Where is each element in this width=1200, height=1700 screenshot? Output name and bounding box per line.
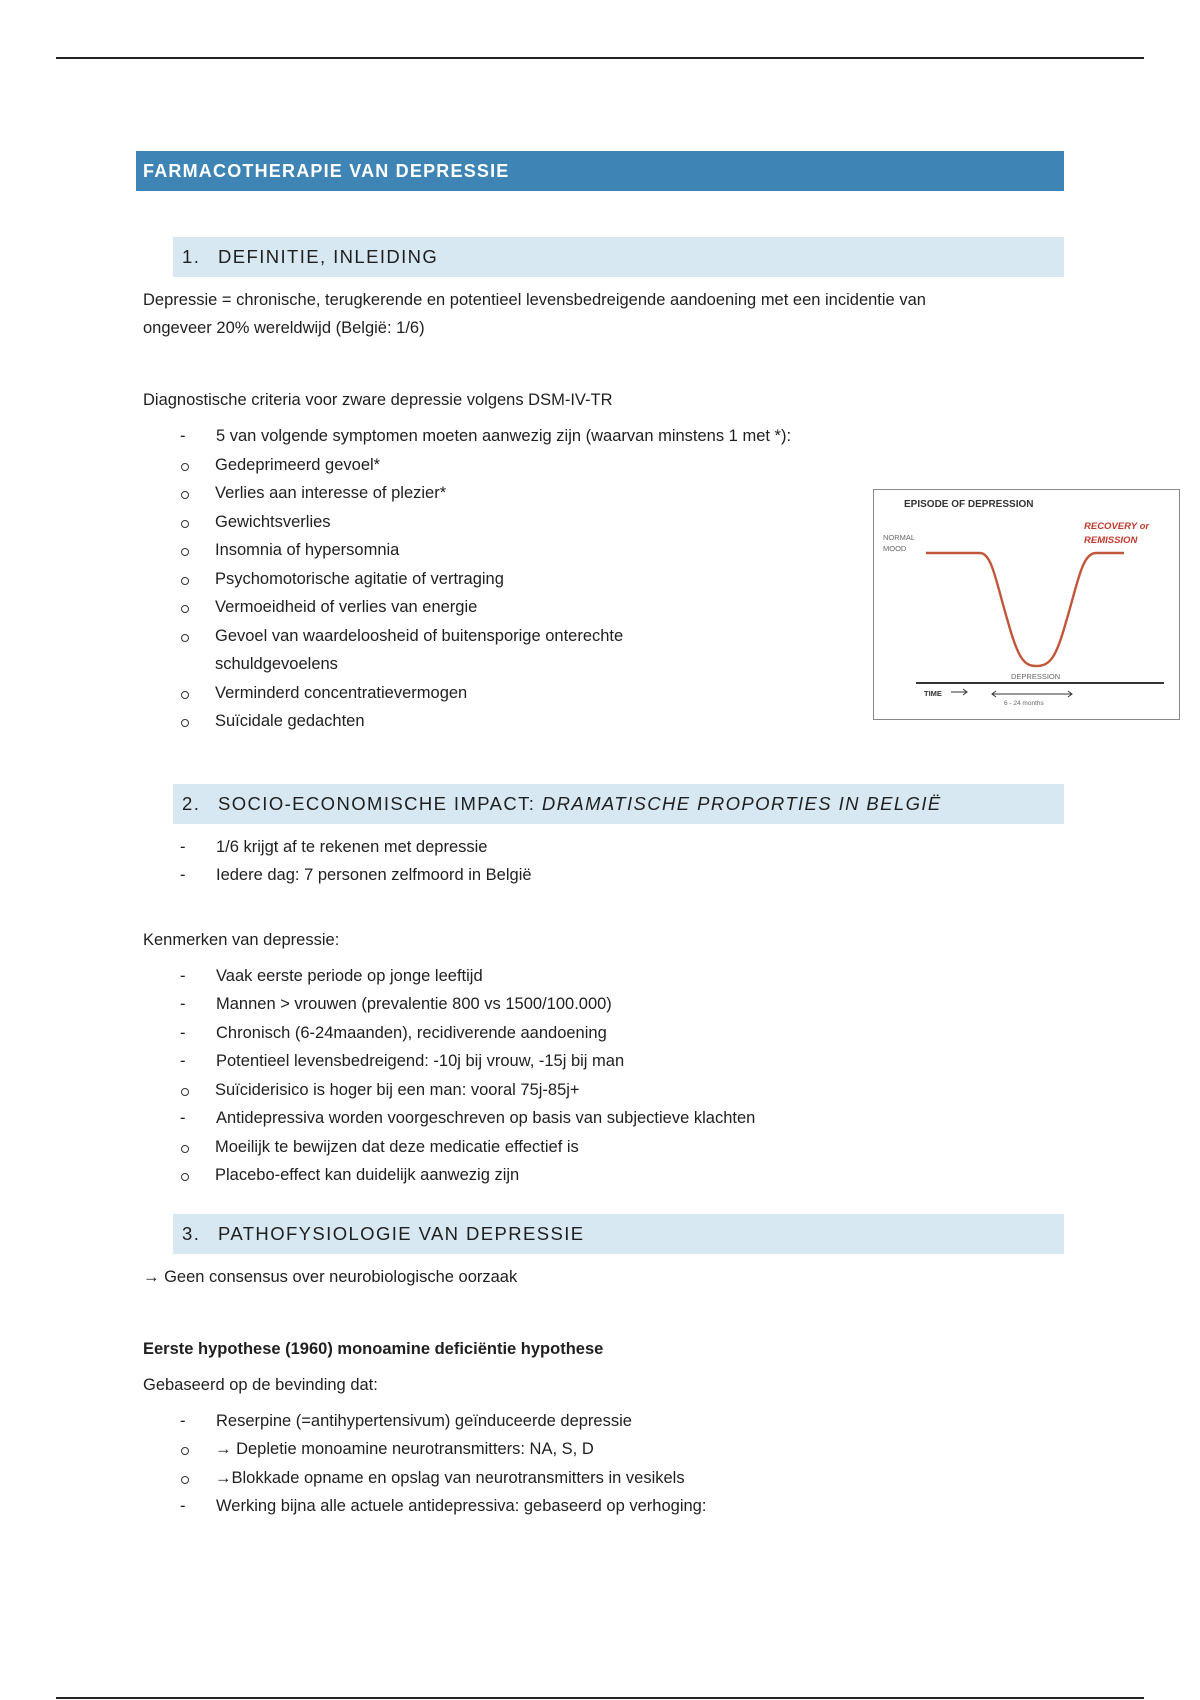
sub-list	[216, 1133, 1064, 1190]
section-3-heading	[173, 1214, 1064, 1254]
list-item	[143, 1047, 1064, 1104]
recovery-label-1: RECOVERY or	[1084, 521, 1150, 532]
based-on-line: Gebaseerd op de bevinding dat:	[143, 1375, 378, 1394]
kenmerken-list	[143, 962, 1064, 1190]
list-item: - Iedere dag: 7 personen zelfmoord in België	[143, 861, 1064, 890]
section-1-title: DEFINITIE, INLEIDING	[218, 246, 439, 267]
list-item: Gedeprimeerd gevoel*	[143, 451, 1064, 480]
header-rule	[56, 57, 1144, 59]
section-2-heading	[173, 784, 1064, 824]
time-label: TIME	[924, 689, 942, 698]
time-arrow-icon	[951, 689, 967, 695]
sub-list	[216, 1435, 1064, 1492]
section-3-number: 3.	[182, 1222, 201, 1244]
symptom-line-b: schuldgevoelens	[215, 655, 338, 673]
list-item: Moeilijk te bewijzen dat deze medicatie effectief is	[143, 1133, 1064, 1162]
criteria-intro: 5 van volgende symptomen moeten aanwezig zijn (waarvan minstens 1 met *):	[216, 427, 792, 445]
list-item: Insomnia of hypersomnia	[143, 536, 1064, 565]
symptom-line-a: Gevoel van waardeloosheid of buitensporige onterechte	[215, 626, 624, 645]
list-item-text: Antidepressiva worden voorgeschreven op basis van subjectieve klachten	[216, 1109, 756, 1127]
depression-episode-figure	[873, 489, 1180, 720]
section-1-heading	[173, 237, 1064, 277]
mood-curve	[926, 553, 1124, 666]
list-item: Verlies aan interesse of plezier*	[143, 479, 1064, 508]
sub-list	[216, 1076, 1064, 1105]
list-item: → Depletie monoamine neurotransmitters: NA, S, D	[143, 1435, 1064, 1464]
section-3-title: PATHOFYSIOLOGIE VAN DEPRESSIE	[218, 1222, 585, 1244]
kenmerken-title: Kenmerken van depressie:	[143, 930, 340, 949]
section-1-number: 1.	[182, 246, 201, 267]
consensus-line: → Geen consensus over neurobiologische oorzaak	[143, 1267, 518, 1286]
list-item: Suïciderisico is hoger bij een man: vooral 75j-85j+	[143, 1076, 1064, 1105]
impact-list	[143, 833, 1064, 890]
duration-arrow-icon	[992, 691, 1072, 697]
depression-label: DEPRESSION	[1011, 672, 1061, 681]
list-item: - Mannen > vrouwen (prevalentie 800 vs 1500/100.000)	[143, 990, 1064, 1019]
hypothesis-list	[143, 1407, 1064, 1521]
list-item: Suïcidale gedachten	[143, 707, 1064, 736]
list-item	[143, 1407, 1064, 1493]
list-item-text: Potentieel levensbedreigend: -10j bij vrouw, -15j bij man	[216, 1052, 625, 1070]
definition-line-2: ongeveer 20% wereldwijd (België: 1/6)	[143, 319, 425, 337]
list-item-text: Reserpine (=antihypertensivum) geïnduceerde depressie	[216, 1411, 632, 1430]
normal-mood-label-2: MOOD	[883, 544, 907, 553]
section-2-title-italic: DRAMATISCHE PROPORTIES IN BELGIË	[541, 792, 942, 814]
list-item: →Blokkade opname en opslag van neurotransmitters in vesikels	[143, 1464, 1064, 1493]
recovery-label-2: REMISSION	[1084, 535, 1138, 546]
hypothesis-title: Eerste hypothese (1960) monoamine deficiëntie hypothese	[143, 1339, 604, 1358]
list-item: Placebo-effect kan duidelijk aanwezig zijn	[143, 1161, 1064, 1190]
definition-line-1: Depressie = chronische, terugkerende en potentieel levensbedreigende aandoening met een incidentie van	[143, 291, 926, 309]
footer-rule	[56, 1697, 1144, 1699]
document-title: FARMACOTHERAPIE VAN DEPRESSIE	[136, 151, 1064, 191]
list-item: - Vaak eerste periode op jonge leeftijd	[143, 962, 1064, 991]
list-item: Psychomotorische agitatie of vertraging	[143, 565, 1064, 594]
duration-label: 6 - 24 months	[1004, 700, 1044, 707]
section-2-number: 2.	[182, 792, 201, 814]
episode-diagram	[874, 490, 1179, 719]
figure-title: EPISODE OF DEPRESSION	[904, 499, 1034, 510]
list-item: - 1/6 krijgt af te rekenen met depressie	[143, 833, 1064, 862]
document-body	[143, 151, 1064, 1521]
list-item: Vermoeidheid of verlies van energie	[143, 593, 1064, 622]
section-2-title: SOCIO-ECONOMISCHE IMPACT:	[218, 792, 542, 814]
list-item: - Chronisch (6-24maanden), recidiverende aandoening	[143, 1019, 1064, 1048]
criteria-title: Diagnostische criteria voor zware depressie volgens DSM-IV-TR	[143, 391, 613, 409]
normal-mood-label-1: NORMAL	[883, 533, 916, 542]
list-item	[143, 1104, 1064, 1190]
list-item: - Werking bijna alle actuele antidepressiva: gebaseerd op verhoging:	[143, 1492, 1064, 1521]
list-item: Gewichtsverlies	[143, 508, 1064, 537]
list-item: Verminderd concentratievermogen	[143, 679, 1064, 708]
